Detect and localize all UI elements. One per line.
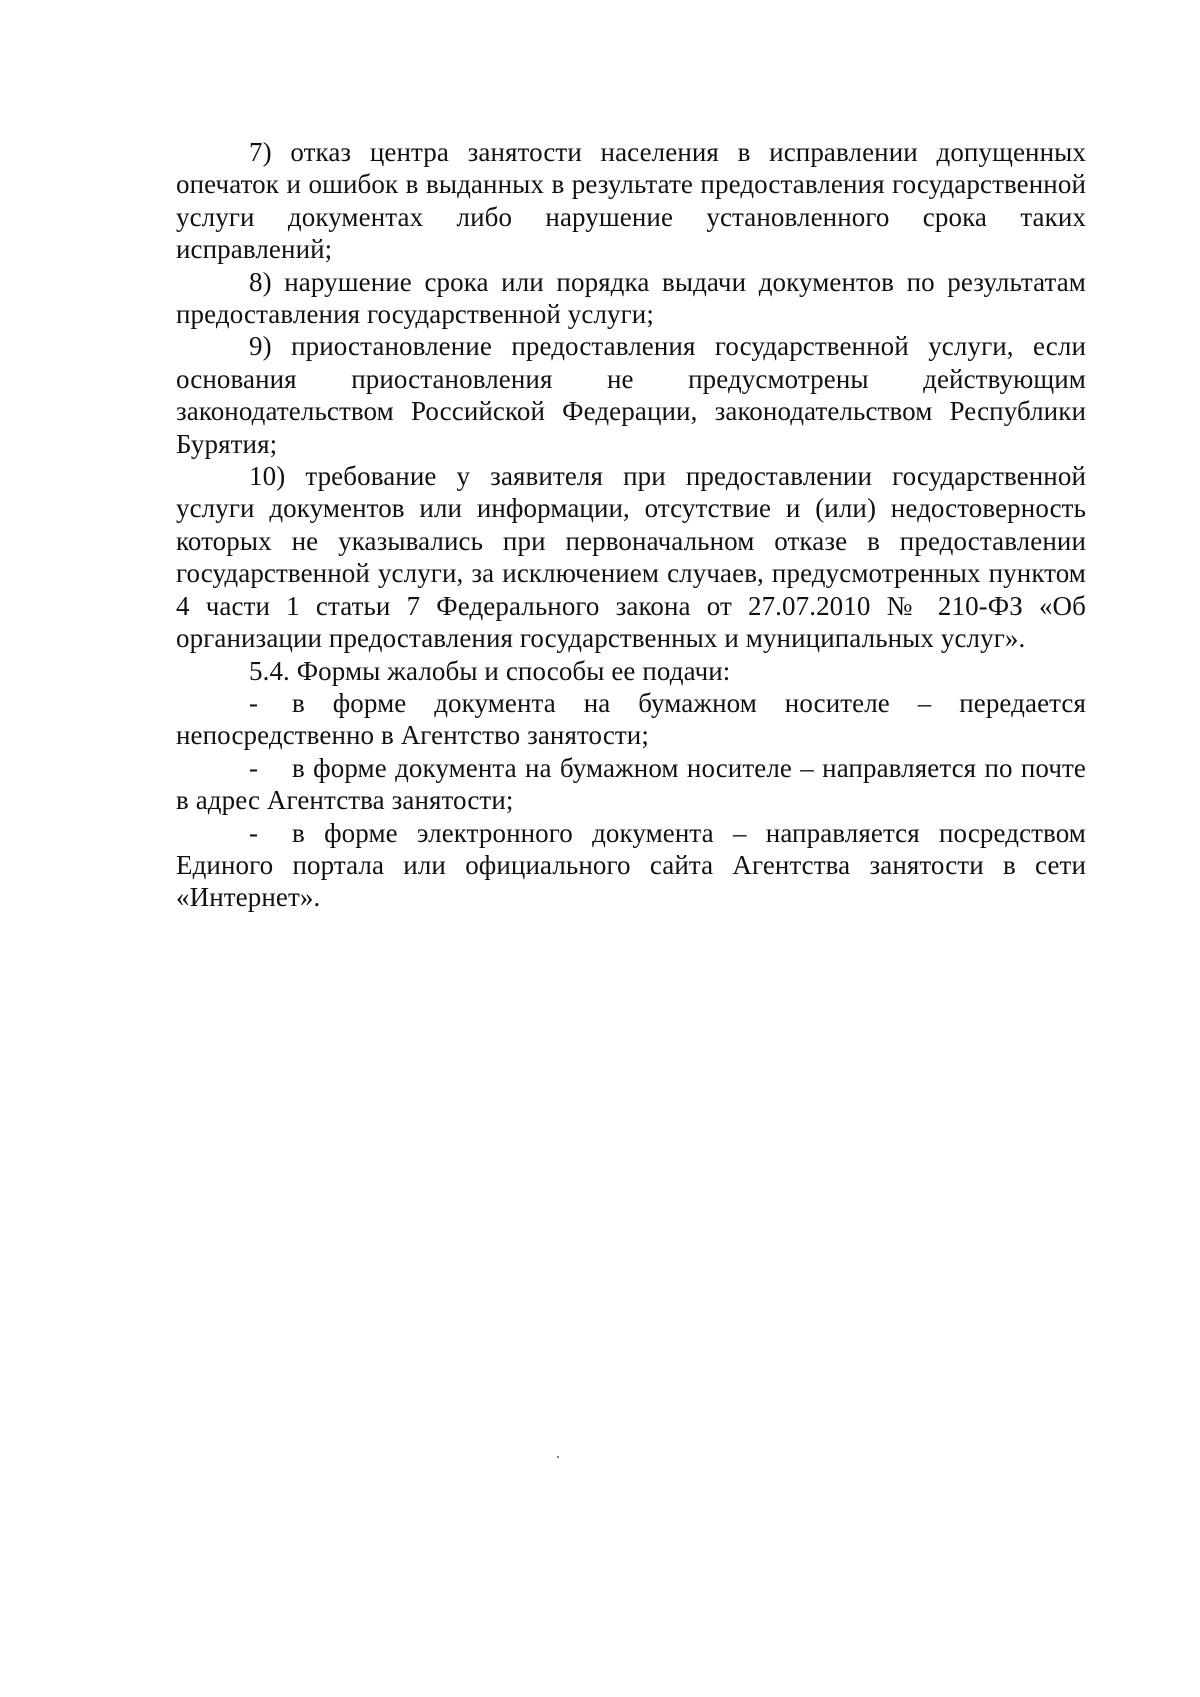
- list-item-text: в форме документа на бумажном носителе – направляется по почте в адрес Агентства занятости;: [176, 752, 1086, 816]
- list-item: [176, 687, 1086, 752]
- list-item-text: в форме электронного документа – направляется посредством Единого портала или официального сайта Агентства занятости в сети «Интернет».: [176, 817, 1086, 913]
- section-heading-5-4: 5.4. Формы жалобы и способы ее подачи:: [249, 655, 731, 686]
- paragraph-item-7: 7) отказ центра занятости населения в исправлении допущенных опечаток и ошибок в выданных в результате предоставления государственной услуги документах либо нарушение установленного срока таких исправлений;: [176, 137, 1086, 265]
- paragraph-item-9: 9) приостановление предоставления государственной услуги, если основания приостановления не предусмотрены действующим законодательством Российской Федерации, законодательством Республики Бурятия;: [176, 331, 1086, 459]
- list-item: [176, 817, 1086, 914]
- paragraph-item-8: 8) нарушение срока или порядка выдачи документов по результатам предоставления государственной услуги;: [176, 266, 1086, 330]
- list-item-text: в форме документа на бумажном носителе – передается непосредственно в Агентство занятости;: [176, 687, 1086, 751]
- list-dash: -: [249, 687, 259, 718]
- document-body: [176, 136, 1086, 914]
- list-dash: -: [249, 817, 259, 848]
- paragraph-item-10: 10) требование у заявителя при предоставлении государственной услуги документов или информации, отсутствие и (или) недостоверность которых не указывались при первоначальном отказе в предоставлении государственной услуги, за исключением случаев, предусмотренных пунктом 4 части 1 статьи 7 Федерального закона от 27.07.2010 № 210-ФЗ «Об организации предоставления государственных и муниципальных услуг».: [176, 461, 1086, 654]
- list-item: [176, 752, 1086, 817]
- scan-speck: [557, 1456, 559, 1458]
- list-dash: -: [249, 752, 259, 783]
